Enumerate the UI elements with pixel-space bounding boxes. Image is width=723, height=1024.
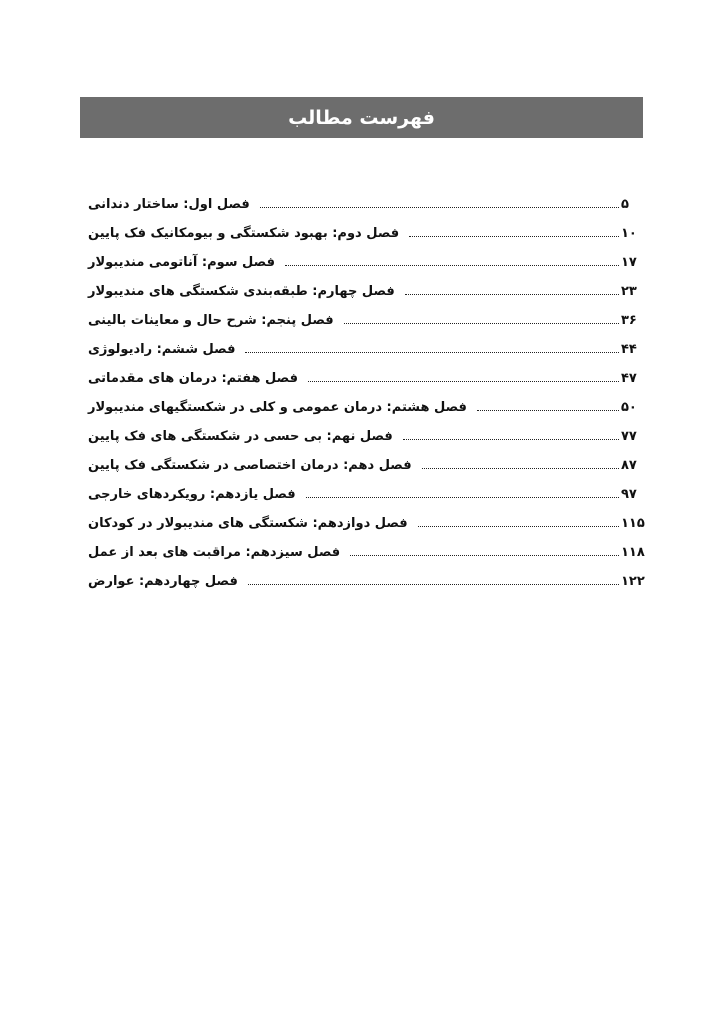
toc-row-10[interactable] xyxy=(88,447,645,476)
toc-row-13[interactable] xyxy=(88,534,645,563)
page-number: ۷۷ xyxy=(621,429,637,444)
dot-leader xyxy=(248,583,619,585)
chapter-title: فصل دهم: درمان اختصاصی در شکستگی فک پایین xyxy=(88,458,412,473)
page-number: ۵۰ xyxy=(621,400,637,415)
toc-row-4[interactable] xyxy=(88,273,645,302)
dot-leader xyxy=(344,322,619,324)
table-of-contents xyxy=(88,186,645,592)
toc-row-1[interactable] xyxy=(88,186,645,215)
toc-row-11[interactable] xyxy=(88,476,645,505)
page-number: ۴۷ xyxy=(621,371,637,386)
toc-header-bar xyxy=(80,97,643,138)
dot-leader xyxy=(418,525,619,527)
dot-leader xyxy=(350,554,619,556)
chapter-title: فصل پنجم: شرح حال و معاینات بالینی xyxy=(88,313,334,328)
page-title: فهرست مطالب xyxy=(288,106,435,129)
page-number: ۱۲۲ xyxy=(621,574,645,589)
page-number: ۱۱۵ xyxy=(621,516,645,531)
page-number: ۸۷ xyxy=(621,458,637,473)
toc-row-14[interactable] xyxy=(88,563,645,592)
toc-row-5[interactable] xyxy=(88,302,645,331)
chapter-title: فصل دوم: بهبود شکستگی و بیومکانیک فک پایین xyxy=(88,226,400,241)
dot-leader xyxy=(285,264,619,266)
dot-leader xyxy=(422,467,619,469)
page-number: ۴۴ xyxy=(621,342,637,357)
chapter-title: فصل اول: ساختار دندانی xyxy=(88,197,250,212)
page-number: ۲۳ xyxy=(621,284,637,299)
dot-leader xyxy=(308,380,619,382)
page-number: ۱۰ xyxy=(621,226,637,241)
dot-leader xyxy=(260,206,619,208)
toc-row-7[interactable] xyxy=(88,360,645,389)
page-number: ۵ xyxy=(621,197,629,212)
toc-row-6[interactable] xyxy=(88,331,645,360)
dot-leader xyxy=(403,438,619,440)
page-number: ۳۶ xyxy=(621,313,637,328)
chapter-title: فصل هشتم: درمان عمومی و کلی در شکستگیهای مندیبولار xyxy=(88,400,467,415)
toc-row-3[interactable] xyxy=(88,244,645,273)
chapter-title: فصل دوازدهم: شکستگی های مندیبولار در کودکان xyxy=(88,516,408,531)
chapter-title: فصل ششم: رادیولوژی xyxy=(88,342,236,357)
toc-row-12[interactable] xyxy=(88,505,645,534)
chapter-title: فصل چهاردهم: عوارض xyxy=(88,574,238,589)
chapter-title: فصل هفتم: درمان های مقدماتی xyxy=(88,371,298,386)
chapter-title: فصل یازدهم: رویکردهای خارجی xyxy=(88,487,296,502)
page-number: ۱۷ xyxy=(621,255,637,270)
dot-leader xyxy=(405,293,619,295)
dot-leader xyxy=(306,496,619,498)
page-number: ۹۷ xyxy=(621,487,637,502)
page-number: ۱۱۸ xyxy=(621,545,645,560)
dot-leader xyxy=(477,409,619,411)
toc-row-9[interactable] xyxy=(88,418,645,447)
toc-row-2[interactable] xyxy=(88,215,645,244)
chapter-title: فصل سیزدهم: مراقبت های بعد از عمل xyxy=(88,545,341,560)
chapter-title: فصل سوم: آناتومی مندیبولار xyxy=(88,255,275,270)
chapter-title: فصل نهم: بی حسی در شکستگی های فک پایین xyxy=(88,429,393,444)
dot-leader xyxy=(245,351,619,353)
dot-leader xyxy=(409,235,619,237)
chapter-title: فصل چهارم: طبقه‌بندی شکستگی های مندیبولار xyxy=(88,284,395,299)
toc-row-8[interactable] xyxy=(88,389,645,418)
